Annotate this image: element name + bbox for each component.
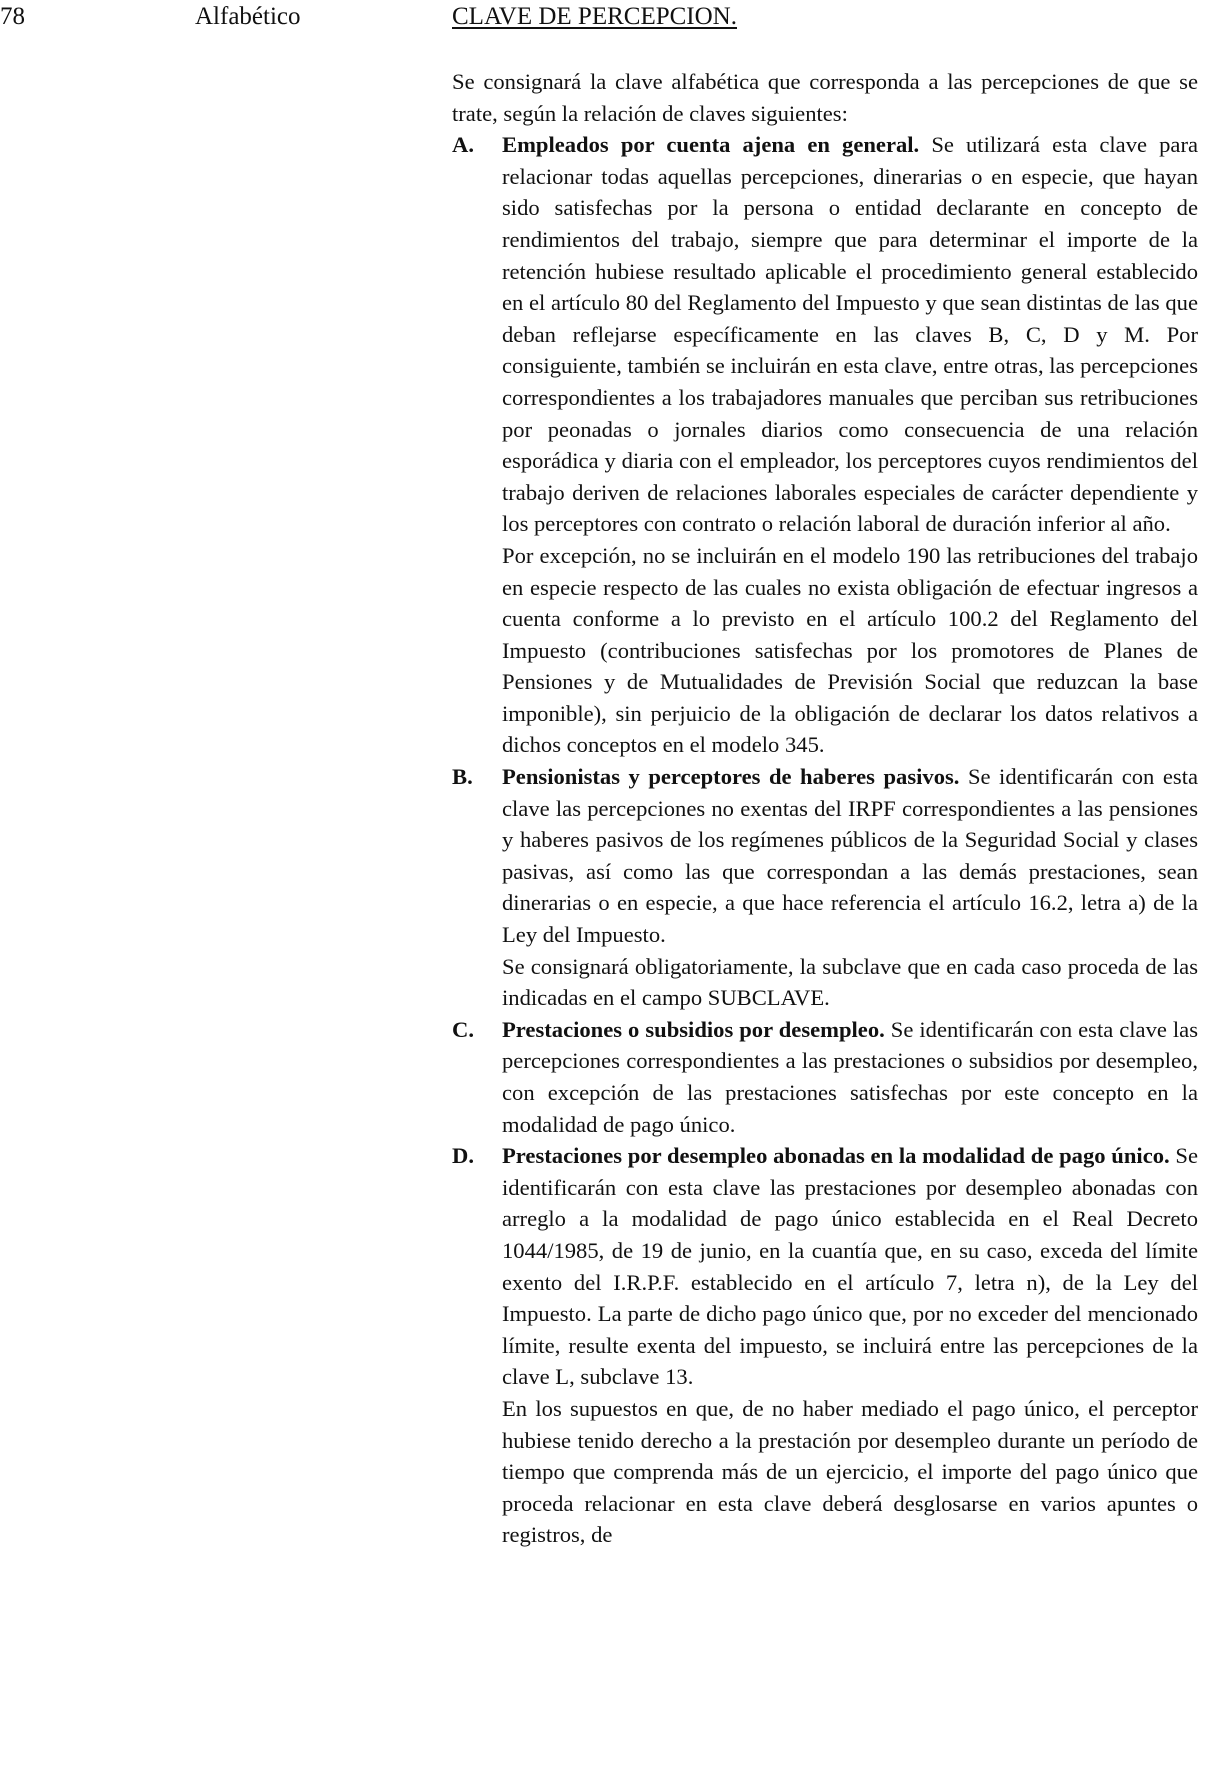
field-title: CLAVE DE PERCEPCION. <box>452 3 737 30</box>
clave-letter: D. <box>452 1143 474 1169</box>
clave-letter: B. <box>452 764 473 790</box>
clave-extra-paragraph: Se consignará obligatoriamente, la subclave que en cada caso proceda de las indicadas en el campo SUBCLAVE. <box>502 953 1198 1011</box>
field-description <box>452 66 1198 1551</box>
intro-paragraph: Se consignará la clave alfabética que corresponda a las percepciones de que se trate, según la relación de claves siguientes: <box>452 69 1198 126</box>
clave-text: Se identificarán con esta clave las prestaciones por desempleo abonadas con arreglo a la modalidad de pago único establecida en el Real Decreto 1044/1985, de 19 de junio, en la cuantía que, en su caso, exceda del límite exento del I.R.P.F. establecido en el artículo 7, letra n), de la Ley del Impuesto. La parte de dicho pago único que, por no exceder del mencionado límite, resulte exenta del impuesto, se incluirá entre las percepciones de la clave L, subclave 13. <box>502 1143 1199 1390</box>
clave-item-b <box>452 761 1198 1014</box>
clave-list <box>452 129 1198 1551</box>
clave-letter: C. <box>452 1016 474 1042</box>
clave-letter: A. <box>452 132 474 158</box>
clave-paragraph <box>502 129 1198 540</box>
field-type: Alfabético <box>195 3 301 30</box>
clave-text: Se identificarán con esta clave las percepciones no exentas del IRPF correspondientes a las pensiones y haberes pasivos de los regímenes públicos de la Seguridad Social y clases pasivas, así como las que correspondan a las demás prestaciones, sean dinerarias o en especie, a que hace referencia el artículo 16.2, letra a) de la Ley del Impuesto. <box>502 764 1198 948</box>
clave-paragraph <box>502 1014 1198 1140</box>
clave-item-d <box>452 1140 1198 1551</box>
clave-paragraph <box>502 761 1198 951</box>
clave-heading: Empleados por cuenta ajena en general. <box>502 132 920 158</box>
clave-extra-paragraph: Por excepción, no se incluirán en el modelo 190 las retribuciones del trabajo en especie respecto de las cuales no exista obligación de efectuar ingresos a cuenta conforme a lo previsto en el artículo 100.2 del Reglamento del Impuesto (contribuciones satisfechas por los promotores de Planes de Pensiones y de Mutualidades de Previsión Social que reduzcan la base imponible), sin perjuicio de la obligación de declarar los datos relativos a dichos conceptos en el modelo 345. <box>502 542 1198 758</box>
field-number: 78 <box>0 3 25 30</box>
clave-heading: Prestaciones por desempleo abonadas en la modalidad de pago único. <box>502 1143 1170 1169</box>
clave-item-a <box>452 129 1198 761</box>
clave-text: Se utilizará esta clave para relacionar todas aquellas percepciones, dinerarias o en especie, que hayan sido satisfechas por la persona o entidad declarante en concepto de rendimientos del trabajo, siempre que para determinar el importe de la retención hubiese resultado aplicable el procedimiento general establecido en el artículo 80 del Reglamento del Impuesto y que sean distintas de las que deban reflejarse específicamente en las claves B, C, D y M. Por consiguiente, también se incluirán en esta clave, entre otras, las percepciones correspondientes a los trabajadores manuales que perciban sus retribuciones por peonadas o jornales diarios como consecuencia de una relación esporádica y diaria con el empleador, los perceptores cuyos rendimientos del trabajo deriven de relaciones laborales especiales de carácter dependiente y los perceptores con contrato o relación laboral de duración inferior al año. <box>502 132 1198 537</box>
clave-paragraph <box>502 1140 1198 1393</box>
clave-heading: Prestaciones o subsidios por desempleo. <box>502 1016 885 1042</box>
clave-heading: Pensionistas y perceptores de haberes pasivos. <box>502 764 960 790</box>
clave-text: Se identificarán con esta clave las percepciones correspondientes a las prestaciones o subsidios por desempleo, con excepción de las prestaciones satisfechas por este concepto en la modalidad de pago único. <box>502 1016 1198 1137</box>
clave-extra-paragraph: En los supuestos en que, de no haber mediado el pago único, el perceptor hubiese tenido derecho a la prestación por desempleo durante un período de tiempo que comprenda más de un ejercicio, el importe del pago único que proceda relacionar en esta clave deberá desglosarse en varios apuntes o registros, de <box>502 1395 1198 1548</box>
clave-item-c <box>452 1014 1198 1140</box>
